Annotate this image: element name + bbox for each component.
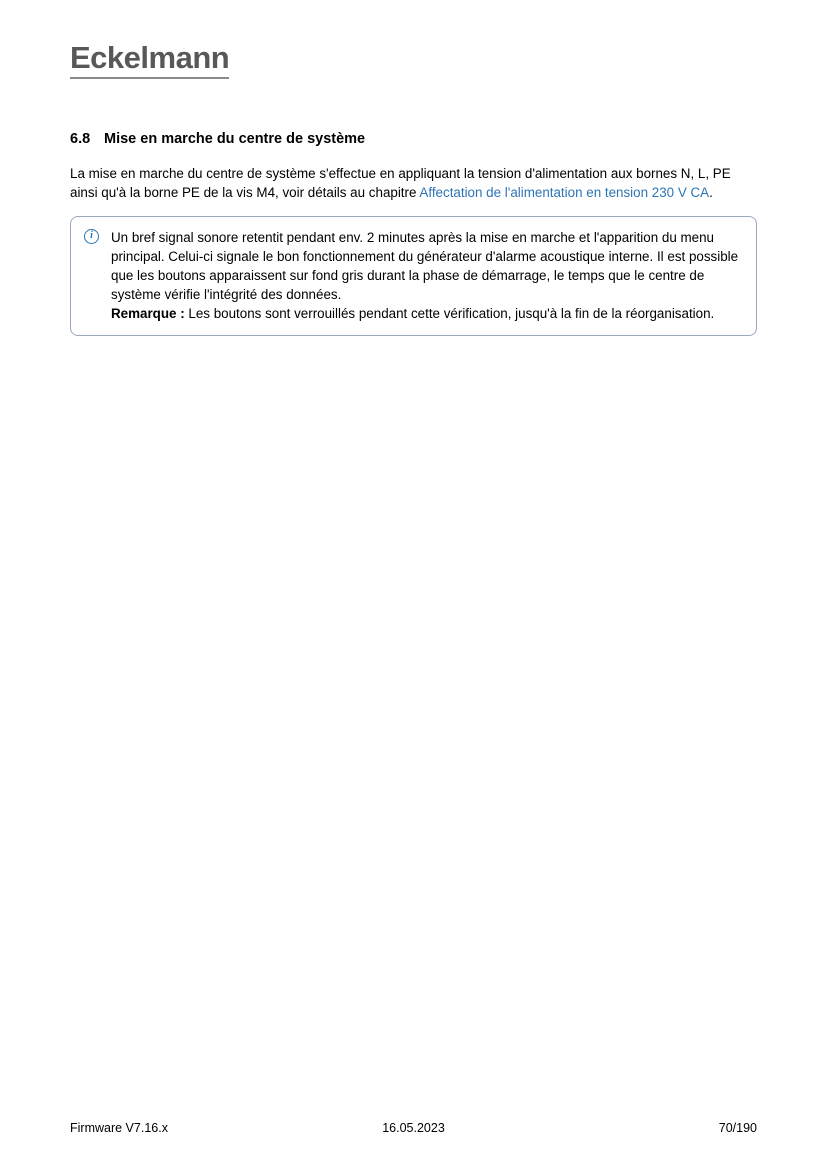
note-box xyxy=(70,216,757,336)
footer-date: 16.05.2023 xyxy=(382,1121,445,1135)
section-heading xyxy=(70,131,757,147)
page-content xyxy=(70,0,757,336)
chapter-link[interactable]: Affectation de l'alimentation en tension 230 V CA xyxy=(419,184,710,200)
info-icon: i xyxy=(84,229,99,244)
section-number: 6.8 xyxy=(70,130,91,147)
footer-firmware-version: Firmware V7.16.x xyxy=(70,1121,168,1135)
footer-page-number: 70/190 xyxy=(718,1121,757,1135)
company-logo-text: Eckelmann xyxy=(70,40,230,75)
note-remark-label: Remarque : xyxy=(111,305,185,321)
note-body: Un bref signal sonore retentit pendant env. 2 minutes après la mise en marche et l'apparition du menu principal. Celui-ci signale le bon fonctionnement du générateur d'alarme acoustique interne. Il est possible que les boutons apparaissent sur fond gris durant la phase de démarrage, le temps que le centre de système vérifie l'intégrité des données. xyxy=(111,229,739,302)
intro-text-before-link: La mise en marche du centre de système s'effectue en appliquant la tension d'alimentation aux bornes N, L, PE ainsi qu'à la borne PE de la vis M4, voir détails au chapitre xyxy=(70,165,731,200)
intro-text-after-link: . xyxy=(709,184,713,200)
section-title: Mise en marche du centre de système xyxy=(104,130,366,147)
intro-paragraph xyxy=(70,164,757,202)
page-footer xyxy=(70,1121,757,1135)
company-logo xyxy=(70,42,229,79)
note-remark-text: Les boutons sont verrouillés pendant cette vérification, jusqu'à la fin de la réorganisation. xyxy=(184,305,715,321)
logo-underline xyxy=(70,77,229,79)
